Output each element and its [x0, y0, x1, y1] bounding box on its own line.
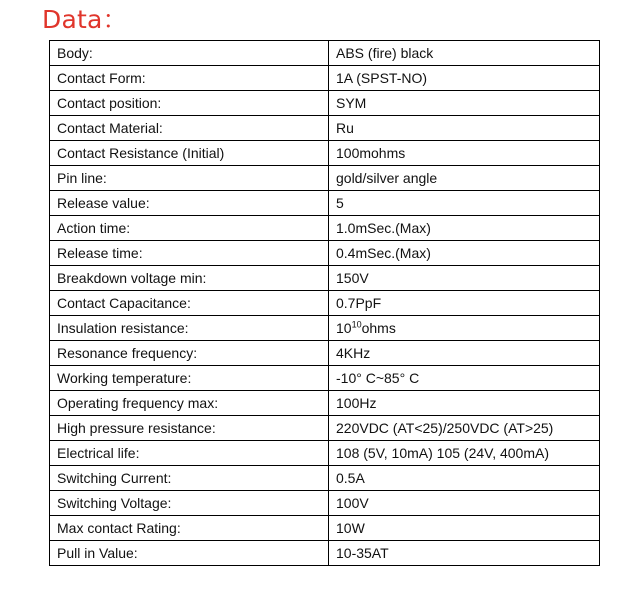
row-label-breakdown-voltage: Breakdown voltage min: [50, 266, 329, 291]
row-label-high-pressure-resistance: High pressure resistance: [50, 416, 329, 441]
insulation-exponent: 10 [351, 319, 362, 330]
row-label-contact-resistance: Contact Resistance (Initial) [50, 141, 329, 166]
row-value-contact-material: Ru [329, 116, 600, 141]
table-row [50, 116, 600, 141]
table-row [50, 41, 600, 66]
table-row [50, 516, 600, 541]
row-value-pin-line: gold/silver angle [329, 166, 600, 191]
table-row [50, 341, 600, 366]
row-label-insulation-resistance: Insulation resistance: [50, 316, 329, 341]
table-row [50, 291, 600, 316]
row-value-resonance-frequency: 4KHz [329, 341, 600, 366]
row-value-pull-in-value: 10-35AT [329, 541, 600, 566]
table-row [50, 191, 600, 216]
row-value-action-time: 1.0mSec.(Max) [329, 216, 600, 241]
row-label-switching-current: Switching Current: [50, 466, 329, 491]
row-label-resonance-frequency: Resonance frequency: [50, 341, 329, 366]
row-value-high-pressure-resistance: 220VDC (AT<25)/250VDC (AT>25) [329, 416, 600, 441]
row-value-electrical-life: 108 (5V, 10mA) 105 (24V, 400mA) [329, 441, 600, 466]
row-label-pull-in-value: Pull in Value: [50, 541, 329, 566]
row-label-release-time: Release time: [50, 241, 329, 266]
insulation-base: 10 [336, 320, 352, 336]
row-value-release-value: 5 [329, 191, 600, 216]
table-row [50, 91, 600, 116]
row-value-contact-position: SYM [329, 91, 600, 116]
row-value-switching-voltage: 100V [329, 491, 600, 516]
row-label-contact-position: Contact position: [50, 91, 329, 116]
table-row [50, 366, 600, 391]
row-value-release-time: 0.4mSec.(Max) [329, 241, 600, 266]
row-label-electrical-life: Electrical life: [50, 441, 329, 466]
row-value-body: ABS (fire) black [329, 41, 600, 66]
table-row [50, 441, 600, 466]
table-row [50, 466, 600, 491]
row-label-contact-material: Contact Material: [50, 116, 329, 141]
row-label-contact-form: Contact Form: [50, 66, 329, 91]
insulation-unit: ohms [361, 320, 396, 336]
row-value-insulation-resistance [329, 316, 600, 341]
table-row [50, 541, 600, 566]
page-title: Data： [42, 5, 128, 34]
spec-table [49, 40, 600, 566]
row-value-contact-resistance: 100mohms [329, 141, 600, 166]
row-label-switching-voltage: Switching Voltage: [50, 491, 329, 516]
table-row [50, 316, 600, 341]
table-row [50, 66, 600, 91]
row-value-contact-capacitance: 0.7PpF [329, 291, 600, 316]
row-label-body: Body: [50, 41, 329, 66]
table-row [50, 241, 600, 266]
row-value-contact-form: 1A (SPST-NO) [329, 66, 600, 91]
table-row [50, 266, 600, 291]
row-label-pin-line: Pin line: [50, 166, 329, 191]
row-label-release-value: Release value: [50, 191, 329, 216]
row-value-breakdown-voltage: 150V [329, 266, 600, 291]
row-value-max-contact-rating: 10W [329, 516, 600, 541]
table-row [50, 391, 600, 416]
row-value-operating-frequency: 100Hz [329, 391, 600, 416]
table-row [50, 416, 600, 441]
row-label-contact-capacitance: Contact Capacitance: [50, 291, 329, 316]
row-label-operating-frequency: Operating frequency max: [50, 391, 329, 416]
row-label-working-temperature: Working temperature: [50, 366, 329, 391]
table-row [50, 166, 600, 191]
row-value-switching-current: 0.5A [329, 466, 600, 491]
table-row [50, 216, 600, 241]
table-row [50, 141, 600, 166]
row-label-action-time: Action time: [50, 216, 329, 241]
row-label-max-contact-rating: Max contact Rating: [50, 516, 329, 541]
row-value-working-temperature: -10° C~85° C [329, 366, 600, 391]
table-row [50, 491, 600, 516]
